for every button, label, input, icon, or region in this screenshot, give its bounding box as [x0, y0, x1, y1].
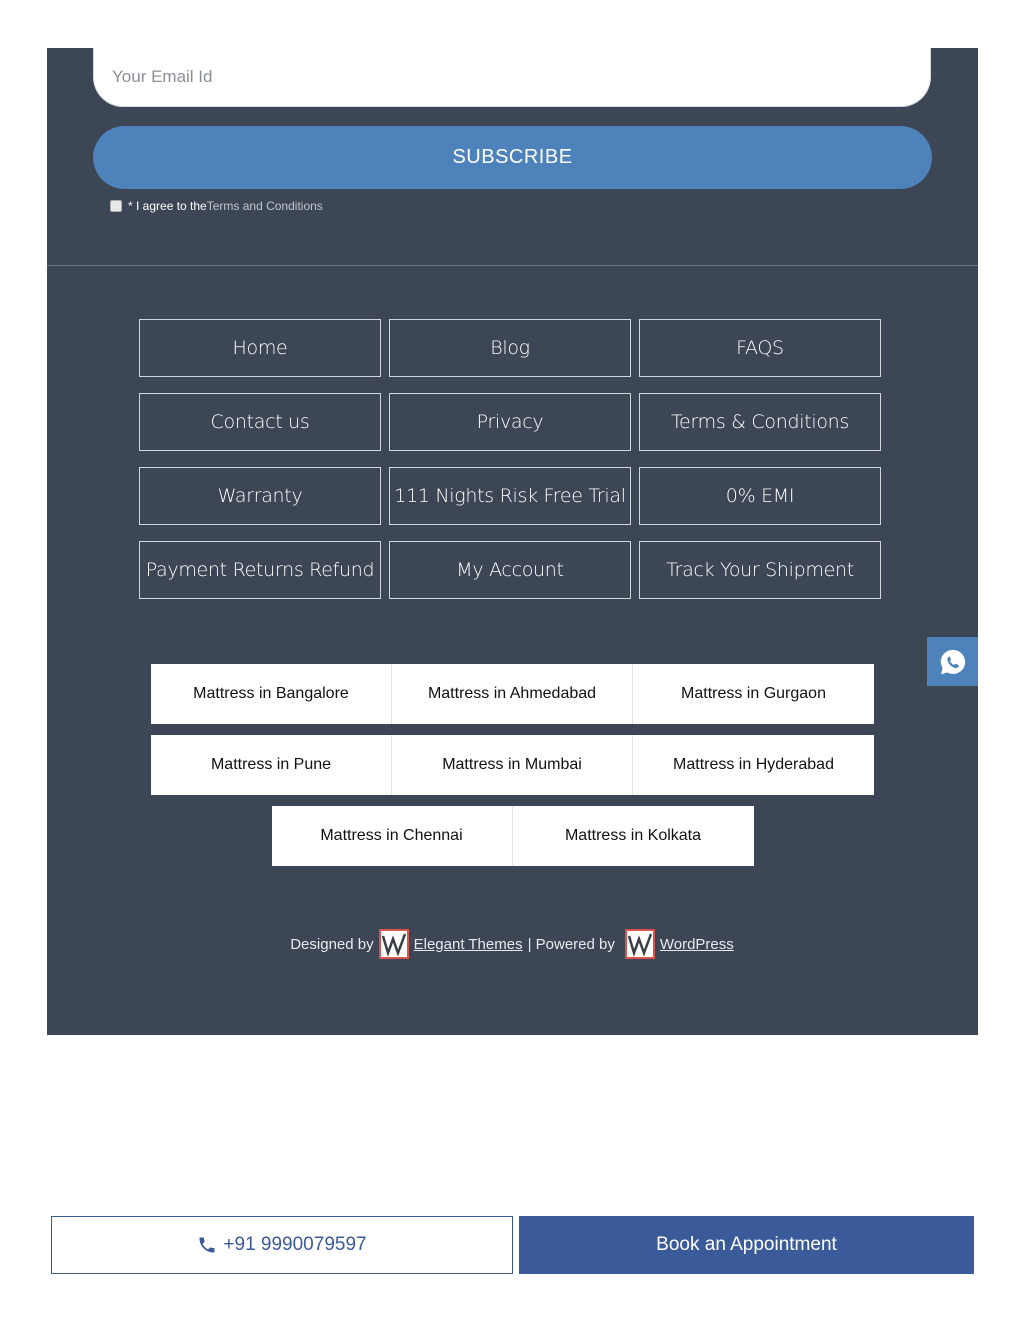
nav-contact-us[interactable]: Contact us	[139, 393, 381, 451]
whatsapp-icon	[938, 647, 968, 677]
city-row	[150, 806, 875, 866]
city-bangalore[interactable]: Mattress in Bangalore	[151, 664, 392, 724]
nav-home[interactable]: Home	[139, 319, 381, 377]
city-pune[interactable]: Mattress in Pune	[151, 735, 392, 795]
call-button[interactable]	[51, 1216, 513, 1274]
city-mumbai[interactable]: Mattress in Mumbai	[392, 735, 633, 795]
elegant-themes-logo-icon	[379, 929, 409, 959]
nav-emi[interactable]: 0% EMI	[639, 467, 881, 525]
site-credits	[0, 928, 1024, 960]
city-kolkata[interactable]: Mattress in Kolkata	[513, 806, 754, 866]
nav-privacy[interactable]: Privacy	[389, 393, 631, 451]
nav-risk-free-trial[interactable]: 111 Nights Risk Free Trial	[389, 467, 631, 525]
designed-by-label: Designed by	[290, 935, 374, 953]
wordpress-link[interactable]: WordPress	[659, 935, 734, 953]
powered-by-label: | Powered by	[527, 935, 615, 953]
nav-blog[interactable]: Blog	[389, 319, 631, 377]
agree-label: * I agree to the	[128, 199, 207, 213]
city-ahmedabad[interactable]: Mattress in Ahmedabad	[392, 664, 633, 724]
nav-terms-conditions[interactable]: Terms & Conditions	[639, 393, 881, 451]
nav-faqs[interactable]: FAQS	[639, 319, 881, 377]
nav-my-account[interactable]: My Account	[389, 541, 631, 599]
subscribe-button[interactable]: SUBSCRIBE	[93, 126, 932, 189]
book-appointment-button[interactable]: Book an Appointment	[519, 1216, 974, 1274]
city-row	[150, 664, 875, 724]
city-gurgaon[interactable]: Mattress in Gurgaon	[633, 664, 874, 724]
city-links	[150, 664, 875, 877]
nav-warranty[interactable]: Warranty	[139, 467, 381, 525]
city-chennai[interactable]: Mattress in Chennai	[272, 806, 513, 866]
nav-track-shipment[interactable]: Track Your Shipment	[639, 541, 881, 599]
footer-nav	[139, 319, 881, 599]
city-hyderabad[interactable]: Mattress in Hyderabad	[633, 735, 874, 795]
elegant-themes-link[interactable]: Elegant Themes	[413, 935, 523, 953]
whatsapp-button[interactable]	[927, 637, 978, 686]
email-input[interactable]	[93, 48, 931, 107]
wordpress-logo-icon	[625, 929, 655, 959]
city-row	[150, 735, 875, 795]
terms-link[interactable]: Terms and Conditions	[206, 199, 323, 213]
footer-divider	[47, 265, 978, 266]
nav-payment-returns-refund[interactable]: Payment Returns Refund	[139, 541, 381, 599]
phone-icon	[197, 1235, 217, 1255]
agree-checkbox[interactable]	[110, 200, 122, 212]
terms-agreement	[110, 197, 323, 215]
phone-number: +91 9990079597	[223, 1234, 367, 1255]
